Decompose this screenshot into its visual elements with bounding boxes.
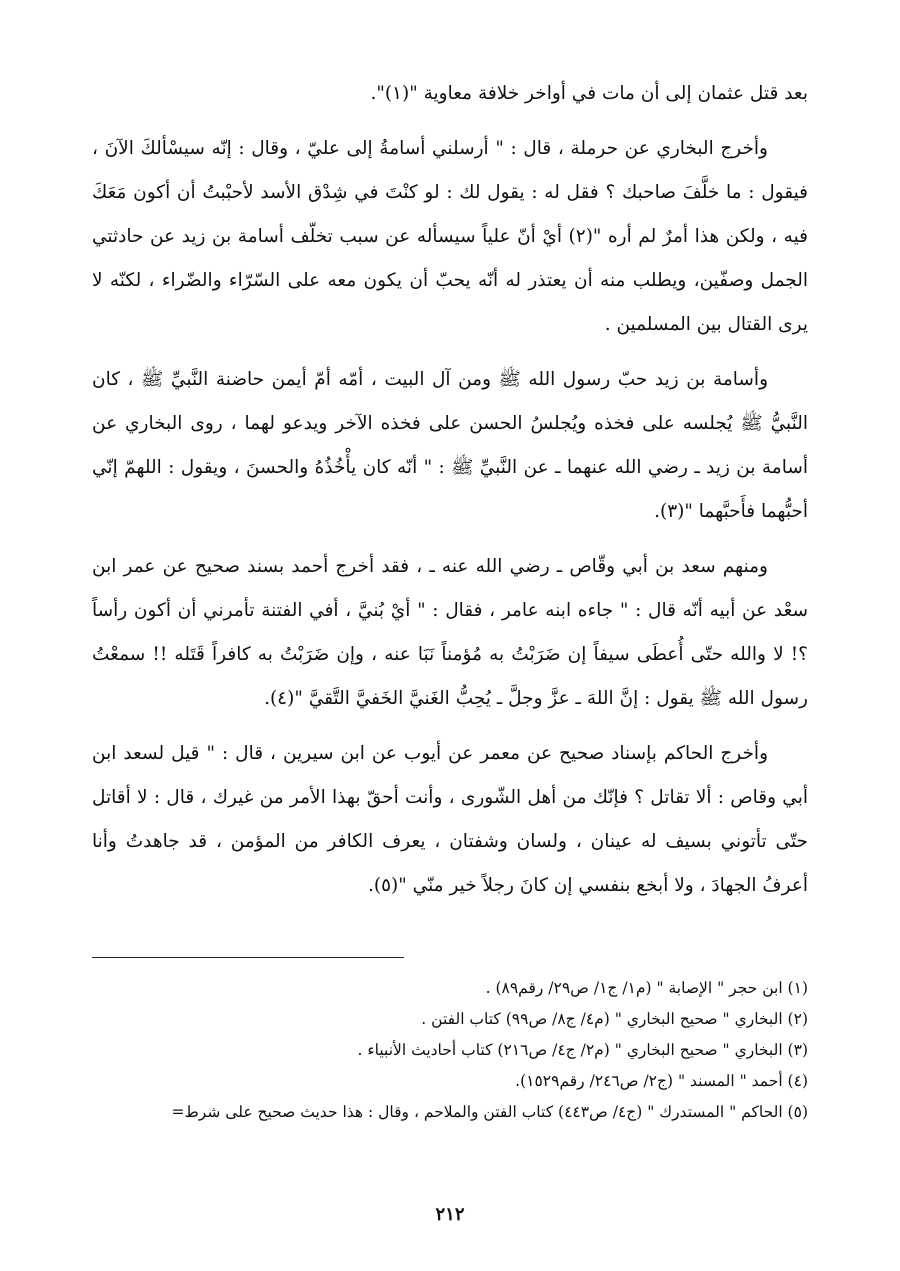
paragraph-2: وأخرج البخاري عن حرملة ، قال : " أرسلني أسامةُ إلى عليّ ، وقال : إنّه سيسْألكَ الآنَ ، فيقول : ما خلَّفَ صاحبك ؟ فقل له : يقول لك : لو كنْتَ في شِدْق الأسد لأحبْبتُ أن أكون مَعَكَ فيه ، ولكن هذا أمرٌ لم أره "(٢) أيْ أنّ علياً سيسأله عن سبب تخلّف أسامة بن زيد عن حادثتي الجمل وصفّين، ويطلب منه أن يعتذر له أنّه يحبّ أن يكون معه على السّرّاء والضّراء ، لكنّه لا يرى القتال بين المسلمين . [92,138,809,335]
footnote-1: (١) ابن حجر " الإصابة " (م١/ ج١/ ص٢٩/ رقم٨٩) . [485,979,808,997]
page-number: ٢١٢ [435,1204,465,1225]
footnote-separator [92,957,404,958]
footnote-2: (٢) البخاري " صحيح البخاري " (م٤/ ج٨/ ص٩٩) كتاب الفتن . [421,1010,808,1028]
footnotes [92,973,808,1128]
footnote-4: (٤) أحمد " المسند " (ج٢/ ص٢٤٦/ رقم١٥٢٩). [515,1072,808,1090]
paragraph-5: وأخرج الحاكم بإسناد صحيح عن معمر عن أيوب عن ابن سيرين ، قال : " قيل لسعد ابن أبي وقاص : ألا تقاتل ؟ فإنّك من أهل الشّورى ، وأنت أحقّ بهذا الأمر من غيرك ، قال : لا أقاتل حتّى تأتوني بسيف له عينان ، ولسان وشفتان ، يعرف الكافر من المؤمن ، قد جاهدتُ وأنا أعرفُ الجهادَ ، ولا أبخع بنفسي إن كانَ رجلاً خير منّي "(٥). [92,743,808,896]
footnote-5: (٥) الحاكم " المستدرك " (ج٤/ ص٤٤٣) كتاب الفتن والملاحم ، وقال : هذا حديث صحيح على شرط= [171,1103,808,1121]
footnote-3: (٣) البخاري " صحيح البخاري " (م٢/ ج٤/ ص٢١٦) كتاب أحاديث الأنبياء . [357,1041,808,1059]
main-text [92,72,808,919]
paragraph-1: بعد قتل عثمان إلى أن مات في أواخر خلافة معاوية "(١)". [370,83,808,104]
paragraph-4: ومنهم سعد بن أبي وقّاص ـ رضي الله عنه ـ ، فقد أخرج أحمد بسند صحيح عن عمر ابن سعْد عن أبيه أنّه قال : " جاءه ابنه عامر ، فقال : " أيْ بُنيَّ ، أفي الفتنة تأمرني أن أكون رأساً ؟! لا والله حتّى أُعطَى سيفاً إن ضَرَبْتُ به مُؤمناً نَبَا عنه ، وإن ضَرَبْتُ به كافراً قَتَله !! سمعْتُ رسول الله ﷺ يقول : إنَّ اللهَ ـ عزَّ وجلَّ ـ يُحِبُّ الغَنيَّ الخَفيَّ التَّقيَّ "(٤). [92,556,808,709]
paragraph-3: وأسامة بن زيد حبّ رسول الله ﷺ ومن آل البيت ، أمّه أمّ أيمن حاضنة النَّبيِّ ﷺ ، كان النَّبيُّ ﷺ يُجلسه على فخذه ويُجلسُ الحسن على فخذه الآخر ويدعو لهما ، روى البخاري عن أسامة بن زيد ـ رضي الله عنهما ـ عن النَّبيِّ ﷺ : " أنّه كان يأْخُذُهُ والحسنَ ، ويقول : اللهمّ إنّي أحبُّهما فأَحبَّهما "(٣). [92,369,808,522]
